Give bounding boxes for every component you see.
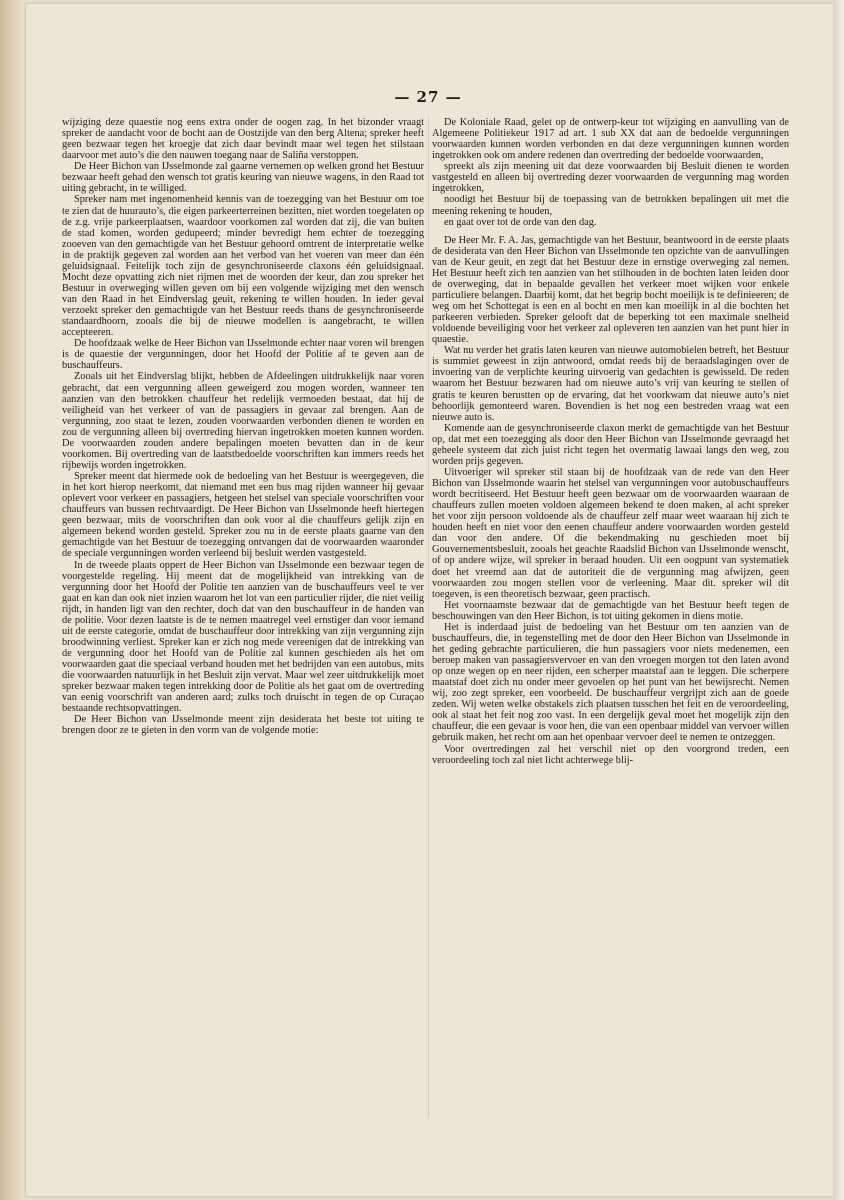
paragraph: Het voornaamste bezwaar dat de gemachtigde van het Bestuur heeft tegen de beschouwingen van den Heer Bichon, is tot uiting gekomen in diens motie. (432, 599, 789, 622)
right-column (432, 117, 789, 1117)
paragraph: Zooals uit het Eindverslag blijkt, hebben de Afdeelingen uitdrukkelijk naar voren gebracht, dat een vergunning alleen geweigerd zou mogen worden, wanneer ten aanzien van den betrokken chauffeur het redelijk vermoeden bestaat, dat hij de veiligheid van het verkeer of van de passagiers in gevaar zal brengen. Aan de vergunning, zoo staat te lezen, zouden voorwaarden verbonden dienen te worden en zou de vergunning alleen bij overtreding hiervan ingetrokken moeten kunnen worden. De voorwaarden zouden andere bepalingen moeten bevatten dan in de keur voorkomen. Bij overtreding van de laatstbedoelde voorschriften kan immers reeds het rijbewijs worden ingetrokken. (62, 371, 424, 471)
paragraph: wijziging deze quaestie nog eens extra onder de oogen zag. In het bizonder vraagt spreker de aandacht voor de bocht aan de Oostzijde van den berg Altena; spreker heeft geen bezwaar tegen het kroegje dat zich daar bevindt maar wel tegen het stilstaan daarvoor met auto’s die den nauwen toegang naar de Saliña verstoppen. (62, 117, 424, 162)
motion-paragraph: spreekt als zijn meening uit dat deze voorwaarden bij Besluit dienen te worden vastgesteld en alleen bij overtreding dezer voorwaarden de vergunning mag worden ingetrokken, (432, 161, 789, 195)
motion-paragraph: De Koloniale Raad, gelet op de ontwerp-keur tot wijziging en aanvulling van de Algemeene Politiekeur 1917 ad art. 1 sub XX dat aan de bedoelde vergunningen voorwaarden kunnen worden verbonden en dat deze vergunningen kunnen worden ingetrokken ook om andere redenen dan overtreding der bedoelde voorwaarden, (432, 117, 789, 162)
binding-edge (0, 0, 24, 1200)
paragraph: De Heer Bichon van IJsselmonde meent zijn desiderata het beste tot uiting te brengen door ze te gieten in den vorm van de volgende motie: (62, 714, 424, 737)
paragraph: In de tweede plaats oppert de Heer Bichon van IJsselmonde een bezwaar tegen de voorgestelde regeling. Hij meent dat de mogelijkheid van intrekking van de vergunning door het Hoofd der Politie ten aanzien van de buschauffeurs veel te ver gaat en kan dan ook niet inzien waarom het lot van een particulier rijder, die niet veilig rijdt, in handen ligt van den rechter, doch dat van den buschauffeur in de handen van de politie. Voor dezen laatste is de te nemen maatregel veel ernstiger dan voor iemand uit de eerste categorie, omdat de buschauffeur door intrekking van zijn vergunning zijn broodwinning verliest. Spreker kan er zich nog mede vereenigen dat de intrekking van de vergunning door het Hoofd van de Politie zal kunnen geschieden als het om voorwaarden gaat die speciaal verband houden met het bedrijden van een autobus, mits die voorwaarden natuurlijk in het Besluit zijn vervat. Maar wel zeer uitdrukkelijk moet spreker bezwaar maken tegen intrekking door de Politie als het gaat om de overtreding van eenig voorschrift van anderen aard; zulks toch druischt in tegen de op Curaçao bestaande rechtsopvattingen. (62, 559, 424, 715)
paragraph: Voor overtredingen zal het verschil niet op den voorgrond treden, een veroordeeling toch zal niet licht achterwege blij- (432, 743, 789, 766)
paragraph: Wat nu verder het gratis laten keuren van nieuwe automobielen betreft, het Bestuur is summiet geweest in zijn antwoord, omdat reeds bij de beraadslagingen over de invoering van de verplichte keuring uitvoerig van gedachten is gewisseld. De reden waarom het Bestuur bezwaren had om nieuwe auto’s vrij van keuring te stellen of gratis te keuren berustten op de ervaring, dat het voorkwam dat nieuwe auto’s niet behoorlijk gemonteerd waren. Bovendien is het nog een bestreden vraag wat een nieuwe auto is. (432, 345, 789, 423)
paragraph: De hoofdzaak welke de Heer Bichon van IJsselmonde echter naar voren wil brengen is de quaestie der vergunningen, door het Hoofd der Politie af te geven aan de buschauffeurs. (62, 338, 424, 372)
paragraph: De Heer Mr. F. A. Jas, gemachtigde van het Bestuur, beantwoord in de eerste plaats de desiderata van den Heer Bichon van IJsselmonde ten opzichte van de aanvullingen van de Keur geuit, en zegt dat het Bestuur deze in ernstige overweging zal nemen. Het Bestuur heeft zich ten aanzien van het stilhouden in de bochten laten leiden door de overweging, dat in bepaalde gevallen het verkeer moet wijken voor enkele particuliere belangen. Daarbij komt, dat het begrip bocht moeilijk is te definieeren; de weg om het Schottegat is een en al bocht en men kan moeilijk in al die bochten het parkeeren verbieden. Spreker gelooft dat de beperking tot een maximale snelheid voldoende beveiliging voor het verkeer zal opleveren ten aanzien van het punt hier in quaestie. (432, 234, 789, 346)
paragraph: Uitvoeriger wil spreker stil staan bij de hoofdzaak van de rede van den Heer Bichon van IJsselmonde waarin het stelsel van vergunningen voor autobuschauffeurs wordt becritiseerd. Het Bestuur heeft geen bezwaar om de voorwaarden waaraan de chauffeurs zullen moeten voldoen algemeen bekend te doen maken, al acht spreker het voor zijn persoon voldoende als de chauffeur zelf maar weet waaraan hij zich te houden heeft en niet voor den eenen chauffeur andere voorwaarden worden gesteld dan voor den andere. Of die bekendmaking nu geschieden moet bij Gouvernementsbesluit, zooals het geachte Raadslid Bichon van IJsselmonde wenscht, of op andere wijze, wil spreker in beraad houden. Uit een oogpunt van systematiek doet het vreemd aan dat de autoriteit die de vergunning mag afwijzen, geen voorwaarden zou mogen stellen voor de verleening. Maar dit. spreker wil dit toegeven, is een theoretisch bezwaar, geen practisch. (432, 466, 789, 600)
column-gutter (428, 117, 429, 1117)
paragraph: Komende aan de gesynchroniseerde claxon merkt de gemachtigde van het Bestuur op, dat met een toezegging als door den Heer Bichon van IJsselmonde gevraagd het geheele systeem dat zich juist richt tegen het overmatig lawaai langs den weg, zou worden prijs gegeven. (432, 422, 789, 467)
motion-paragraph: en gaat over tot de orde van den dag. (444, 216, 597, 228)
left-column (62, 117, 424, 1117)
page-number: — 27 — (394, 88, 462, 106)
page-edge (833, 0, 844, 1200)
paragraph: Spreker meent dat hiermede ook de bedoeling van het Bestuur is weergegeven, die in het kort hierop neerkomt, dat niemand met een bus mag rijden wanneer hij gevaar oplevert voor verkeer en passagiers, hetgeen het stelsel van speciale voorschriften voor chauffeurs van bussen rechtvaardigt. De Heer Bichon van IJsselmonde heeft hiertegen geen bezwaar, mits de voorschriften dan ook voor al die chauffeurs gelijk zijn en algemeen bekend worden gesteld. Spreker zou nu in de eerste plaats gaarne van den gemachtigde van het Bestuur de toezegging ontvangen dat de voorwaarden waaronder de speciale vergunningen worden verleend bij besluit werden vastgesteld. (62, 471, 424, 560)
paragraph: De Heer Bichon van IJsselmonde zal gaarne vernemen op welken grond het Bestuur bezwaar heeft gehad den wensch tot gratis keuring van nieuwe wagens, in den Raad tot uiting gebracht, in te williged. (62, 161, 424, 195)
paragraph: Spreker nam met ingenomenheid kennis van de toezegging van het Bestuur om toe te zien dat de huurauto’s, die eigen parkeerterreinen bezitten, niet worden toegelaten op de z.g. vrije parkeerplaatsen, waardoor voorkomen zal worden dat zij, die van buiten de stad komen, worden gedupeerd; minder bevredigt hem echter de toezegging zooeven van den gemachtigde van het Bestuur gehoord omtrent de interpretatie welke in de praktijk gegeven zal worden aan het verbod van het voeren van meer dan één geluidsignaal. Feitelijk toch zijn de gesynchroniseerde claxons één geluidsignaal. Mocht deze opvatting zich niet rijmen met de woorden der keur, dan zou spreker het Bestuur in overweging willen geven om bij een volgende wijziging met den wensch van den Raad in het Eindverslag geuit, rekening te willen houden. In ieder geval verzoekt spreker den gemachtigde van het Bestuur reeds thans de gesynchroniseerde standaardhoorn, zooals die bij de nieuwe modellen is aangebracht, te willen accepteeren. (62, 194, 424, 339)
paragraph: Het is inderdaad juist de bedoeling van het Bestuur om ten aanzien van de buschauffeurs, die, in tegenstelling met de door den Heer Bichon van IJsselmonde in het geding gebrachte particulieren, die hun passagiers voor niets medenemen, een beroep maken van passagiersvervoer en van den vroegen morgen tot den laten avond op onze wegen op en neer rijden, een scherper maatstaf aan te leggen. Die scherpere maatstaf doet zich nu onder meer gevoelen op het punt van het bewijsrecht. Nemen wij, zoo zegt spreker, een voorbeeld. De buschauffeur vergrijpt zich aan de goede zeden. Wij weten welke obstakels zich plaatsen tusschen het feit en de veroordeeling, ook al staat het feit nog zoo vast. In een dergelijk geval moet het mogelijk zijn den chauffeur, die een gevaar is voor hen, die van een openbaar middel van vervoer willen gebruik maken, het recht om aan het openbaar vervoer deel te nemen te ontzeggen. (432, 621, 789, 744)
motion-paragraph: noodigt het Bestuur bij de toepassing van de betrokken bepalingen uit met die meening rekening te houden, (432, 194, 789, 217)
